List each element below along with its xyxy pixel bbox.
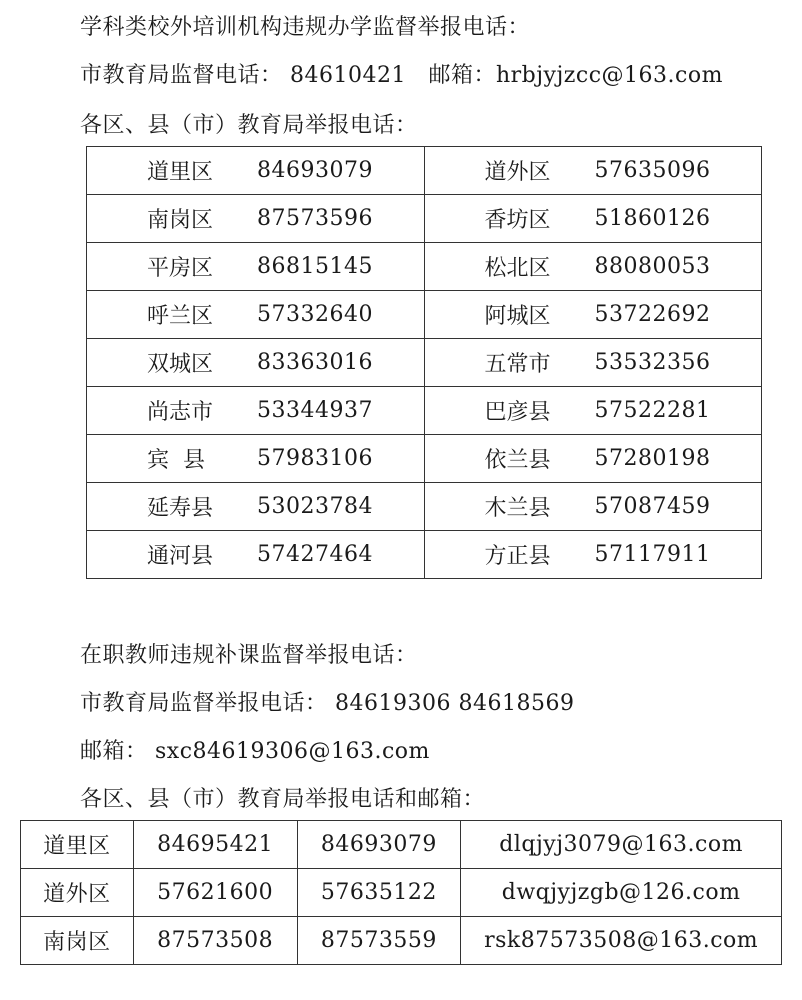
table-row bbox=[87, 339, 762, 387]
teacher-report-email-line: 邮箱： sxc84619306@163.com bbox=[80, 739, 430, 764]
district-cell bbox=[87, 387, 425, 435]
district-phone: 57427464 bbox=[257, 542, 373, 567]
district-phone: 84693079 bbox=[257, 158, 373, 183]
district-cell bbox=[87, 243, 425, 291]
district-cell bbox=[424, 483, 762, 531]
district-cell bbox=[424, 387, 762, 435]
district-name: 双城区 bbox=[147, 352, 214, 377]
district-name: 道外区 bbox=[484, 160, 551, 185]
email-address: rsk87573508@163.com bbox=[461, 917, 782, 965]
district-cell bbox=[424, 291, 762, 339]
table-row bbox=[87, 147, 762, 195]
district-phone: 57635096 bbox=[594, 158, 711, 183]
district-cell bbox=[424, 243, 762, 291]
district-cell bbox=[87, 147, 425, 195]
district-name: 南岗区 bbox=[147, 208, 214, 233]
district-phone: 57117911 bbox=[594, 542, 711, 567]
district-name: 尚志市 bbox=[147, 400, 214, 425]
district-name: 五常市 bbox=[484, 352, 551, 377]
phone-2: 84693079 bbox=[297, 821, 461, 869]
district-cell bbox=[424, 531, 762, 579]
district-cell bbox=[87, 195, 425, 243]
district-cell bbox=[87, 531, 425, 579]
district-phone: 53023784 bbox=[257, 494, 373, 519]
phone-1: 57621600 bbox=[133, 869, 297, 917]
district-name: 呼兰区 bbox=[147, 304, 214, 329]
district-phone-email-heading: 各区、县（市）教育局举报电话和邮箱： bbox=[80, 787, 486, 812]
district-cell bbox=[424, 147, 762, 195]
district-name: 南岗区 bbox=[21, 917, 134, 965]
phone-1: 87573508 bbox=[133, 917, 297, 965]
table-row bbox=[21, 821, 782, 869]
table-row bbox=[87, 243, 762, 291]
section2-heading: 在职教师违规补课监督举报电话： bbox=[80, 643, 418, 668]
table-row bbox=[87, 435, 762, 483]
table-row bbox=[87, 531, 762, 579]
district-phone: 57332640 bbox=[257, 302, 373, 327]
district-cell bbox=[424, 339, 762, 387]
district-name: 巴彦县 bbox=[484, 400, 551, 425]
table-row bbox=[87, 483, 762, 531]
table-row bbox=[87, 291, 762, 339]
district-name: 通河县 bbox=[147, 544, 214, 569]
district-name: 道里区 bbox=[21, 821, 134, 869]
phone-2: 57635122 bbox=[297, 869, 461, 917]
district-name: 阿城区 bbox=[484, 304, 551, 329]
district-phone: 83363016 bbox=[257, 350, 373, 375]
phone-2: 87573559 bbox=[297, 917, 461, 965]
district-name: 道外区 bbox=[21, 869, 134, 917]
district-phone: 53344937 bbox=[257, 398, 373, 423]
district-cell bbox=[87, 291, 425, 339]
district-phone: 87573596 bbox=[257, 206, 373, 231]
district-name: 平房区 bbox=[147, 256, 214, 281]
section1-heading: 学科类校外培训机构违规办学监督举报电话： bbox=[80, 15, 531, 40]
district-cell bbox=[424, 195, 762, 243]
district-name: 方正县 bbox=[484, 544, 551, 569]
district-cell bbox=[87, 435, 425, 483]
district-heading: 各区、县（市）教育局举报电话： bbox=[80, 113, 418, 138]
table-row bbox=[21, 917, 782, 965]
district-cell bbox=[87, 339, 425, 387]
city-supervision-line: 市教育局监督电话： 84610421 邮箱：hrbjyjzcc@163.com bbox=[80, 63, 723, 88]
district-phone: 51860126 bbox=[594, 206, 711, 231]
district-phone-table bbox=[86, 146, 762, 579]
district-phone: 57087459 bbox=[594, 494, 711, 519]
district-phone: 86815145 bbox=[257, 254, 373, 279]
table-row bbox=[87, 387, 762, 435]
district-name: 宾 县 bbox=[147, 448, 205, 473]
phone-1: 84695421 bbox=[133, 821, 297, 869]
district-phone: 57522281 bbox=[594, 398, 711, 423]
district-name: 松北区 bbox=[484, 256, 551, 281]
district-cell bbox=[87, 483, 425, 531]
district-name: 道里区 bbox=[147, 160, 214, 185]
district-name: 木兰县 bbox=[484, 496, 551, 521]
teacher-report-phone-line: 市教育局监督举报电话： 84619306 84618569 bbox=[80, 691, 575, 716]
district-phone: 53722692 bbox=[594, 302, 711, 327]
district-cell bbox=[424, 435, 762, 483]
email-address: dlqjyj3079@163.com bbox=[461, 821, 782, 869]
district-phone: 53532356 bbox=[594, 350, 711, 375]
table-row bbox=[21, 869, 782, 917]
district-name: 香坊区 bbox=[484, 208, 551, 233]
district-phone: 88080053 bbox=[594, 254, 711, 279]
district-phone: 57983106 bbox=[257, 446, 373, 471]
district-name: 延寿县 bbox=[147, 496, 214, 521]
district-phone-email-table bbox=[20, 820, 782, 965]
email-address: dwqjyjzgb@126.com bbox=[461, 869, 782, 917]
district-name: 依兰县 bbox=[484, 448, 551, 473]
table-row bbox=[87, 195, 762, 243]
district-phone: 57280198 bbox=[594, 446, 711, 471]
